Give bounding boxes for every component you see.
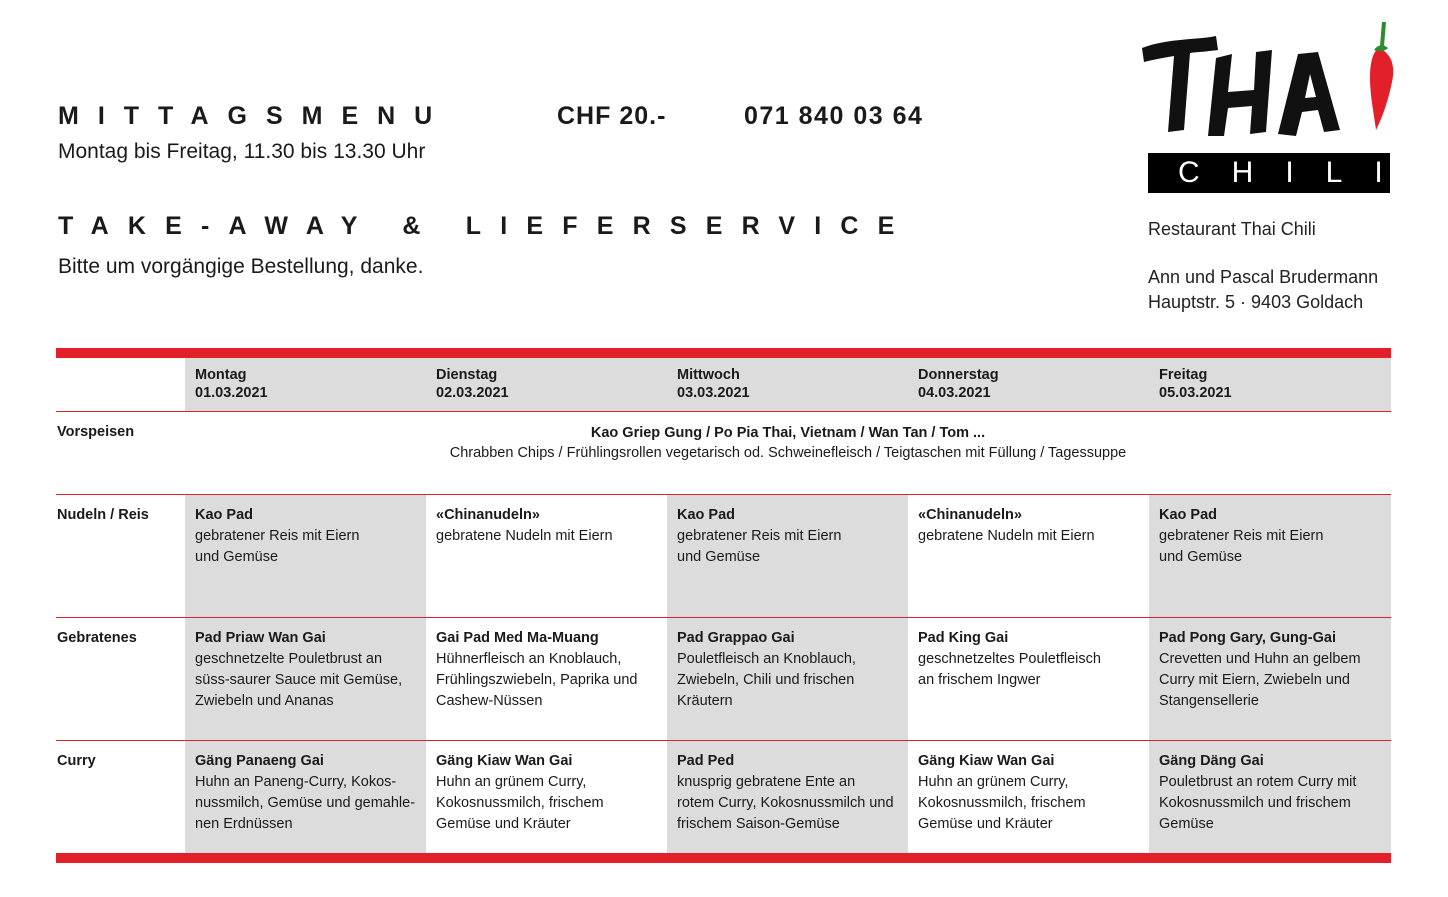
day-header-freitag <box>1159 366 1232 402</box>
day-name: Mittwoch <box>677 367 740 383</box>
dish-title: Pad Priaw Wan Gai <box>195 630 326 646</box>
dish-desc: knusprig gebratene Ente an rotem Curry, Kokosnussmilch und frischem Saison-Gemüse <box>677 774 894 832</box>
menu-cell <box>195 751 423 835</box>
menu-cell <box>677 751 905 835</box>
menu-cell <box>195 505 423 568</box>
logo-chili-box <box>1148 153 1415 193</box>
row-label-gebratenes: Gebratenes <box>57 630 137 646</box>
opening-hours: Montag bis Freitag, 11.30 bis 13.30 Uhr <box>58 140 426 163</box>
day-header-mittwoch <box>677 366 750 402</box>
day-date: 03.03.2021 <box>677 385 750 401</box>
row-divider <box>56 494 1391 495</box>
row-label-vorspeisen: Vorspeisen <box>57 424 135 440</box>
day-date: 01.03.2021 <box>195 385 268 401</box>
menu-cell <box>677 628 905 712</box>
thai-chili-logo <box>1138 18 1415 198</box>
dish-title: Kao Pad <box>677 507 736 523</box>
menu-cell <box>677 505 905 568</box>
dish-desc: gebratener Reis mit Eiern und Gemüse <box>1159 528 1324 565</box>
menu-cell <box>918 505 1146 547</box>
dish-desc: gebratene Nudeln mit Eiern <box>436 528 613 544</box>
dish-desc: Huhn an grünem Curry, Kokosnussmilch, frischem Gemüse und Kräuter <box>918 774 1086 832</box>
day-header-blank <box>56 358 185 411</box>
owners: Ann und Pascal Brudermann <box>1148 267 1379 287</box>
menu-title-text: MITTAGSMENU <box>58 102 452 130</box>
dish-desc: gebratener Reis mit Eiern und Gemüse <box>677 528 842 565</box>
starters-cell <box>186 423 1390 463</box>
dish-desc: Huhn an Paneng-Curry, Kokos- nussmilch, Gemüse und gemahle- nen Erdnüssen <box>195 774 416 832</box>
table-top-bar <box>56 348 1391 358</box>
menu-cell <box>1159 628 1387 712</box>
dish-title: Gäng Panaeng Gai <box>195 753 324 769</box>
row-divider <box>56 740 1391 741</box>
day-name: Donnerstag <box>918 367 999 383</box>
restaurant-name: Restaurant Thai Chili <box>1148 219 1316 239</box>
dish-title: Gäng Kiaw Wan Gai <box>918 753 1055 769</box>
dish-desc: gebratener Reis mit Eiern und Gemüse <box>195 528 360 565</box>
row-divider <box>56 411 1391 412</box>
day-date: 04.03.2021 <box>918 385 991 401</box>
dish-title: Gäng Kiaw Wan Gai <box>436 753 573 769</box>
menu-cell <box>195 628 423 712</box>
menu-cell <box>436 505 664 547</box>
dish-title: Pad Ped <box>677 753 735 769</box>
day-name: Freitag <box>1159 367 1208 383</box>
starters-title: Kao Griep Gung / Po Pia Thai, Vietnam / Wan Tan / Tom ... <box>590 425 986 441</box>
phone-number[interactable]: 071 840 03 64 <box>744 102 924 130</box>
dish-desc: geschnetzeltes Pouletfleisch an frischem Ingwer <box>918 651 1101 688</box>
starters-desc: Chrabben Chips / Frühlingsrollen vegetarisch od. Schweinefleisch / Teigtaschen mit Füllung / Tagessuppe <box>449 445 1127 461</box>
dish-desc: Hühnerfleisch an Knoblauch, Frühlingszwiebeln, Paprika und Cashew-Nüssen <box>436 651 638 709</box>
day-name: Dienstag <box>436 367 498 383</box>
day-date: 02.03.2021 <box>436 385 509 401</box>
dish-desc: gebratene Nudeln mit Eiern <box>918 528 1095 544</box>
day-name: Montag <box>195 367 247 383</box>
dish-desc: Huhn an grünem Curry, Kokosnussmilch, frischem Gemüse und Kräuter <box>436 774 604 832</box>
takeaway-title: TAKE-AWAY & LIEFERSERVICE <box>58 212 914 240</box>
dish-title: Kao Pad <box>1159 507 1218 523</box>
logo-thai-lettering <box>1138 18 1398 153</box>
menu-cell <box>918 628 1146 691</box>
dish-title: Pad King Gai <box>918 630 1009 646</box>
row-label-nudeln-reis: Nudeln / Reis <box>57 507 149 523</box>
menu-cell <box>1159 751 1387 835</box>
menu-cell <box>1159 505 1387 568</box>
day-header-dienstag <box>436 366 509 402</box>
menu-cell <box>436 628 664 712</box>
dish-title: Kao Pad <box>195 507 254 523</box>
dish-desc: Pouletbrust an rotem Curry mit Kokosnussmilch und frischem Gemüse <box>1159 774 1357 832</box>
dish-desc: Pouletfleisch an Knoblauch, Zwiebeln, Chili und frischen Kräutern <box>677 651 856 709</box>
menu-cell <box>918 751 1146 835</box>
menu-price: CHF 20.- <box>557 102 667 130</box>
street-address: Hauptstr. 5 · 9403 Goldach <box>1148 292 1364 312</box>
table-bottom-bar <box>56 853 1391 863</box>
day-date: 05.03.2021 <box>1159 385 1232 401</box>
dish-title: Gäng Däng Gai <box>1159 753 1264 769</box>
dish-title: Pad Pong Gary, Gung-Gai <box>1159 630 1336 646</box>
dish-desc: geschnetzelte Pouletbrust an süss-saurer Sauce mit Gemüse, Zwiebeln und Ananas <box>195 651 403 709</box>
dish-title: Gai Pad Med Ma-Muang <box>436 630 599 646</box>
order-note: Bitte um vorgängige Bestellung, danke. <box>58 255 424 278</box>
dish-desc: Crevetten und Huhn an gelbem Curry mit Eiern, Zwiebeln und Stangensellerie <box>1159 651 1361 709</box>
menu-cell <box>436 751 664 835</box>
logo-chili-text: CHILI <box>1178 156 1415 189</box>
dish-title: «Chinanudeln» <box>436 507 540 523</box>
dish-title: Pad Grappao Gai <box>677 630 795 646</box>
row-label-curry: Curry <box>57 753 96 769</box>
day-header-donnerstag <box>918 366 999 402</box>
row-divider <box>56 617 1391 618</box>
day-header-montag <box>195 366 268 402</box>
dish-title: «Chinanudeln» <box>918 507 1022 523</box>
menu-title <box>58 102 451 131</box>
